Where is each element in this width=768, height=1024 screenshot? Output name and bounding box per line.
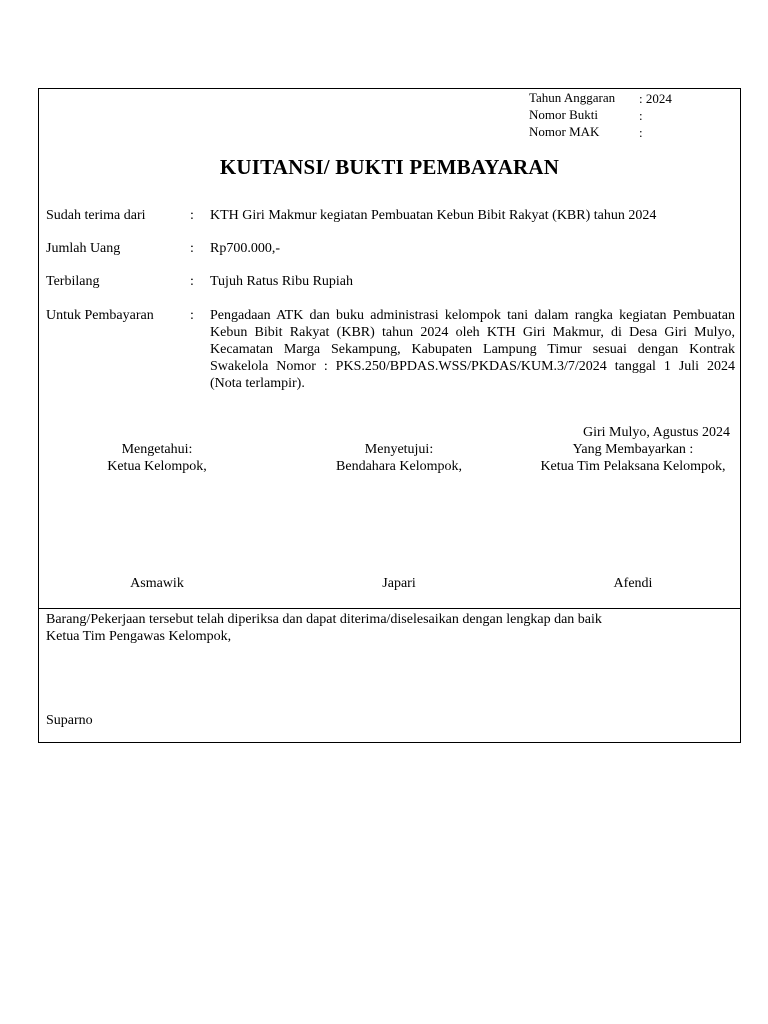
menyetujui-role: Bendahara Kelompok, — [336, 459, 462, 474]
membayarkan-role: Ketua Tim Pelaksana Kelompok, — [540, 459, 726, 474]
field-value: Pengadaan ATK dan buku administrasi kelompok tani dalam rangka kegiatan Pembuatan Kebun Bibit Rakyat (KBR) tahun 2024 oleh KTH Giri Makmur, di Desa Giri Mulyo, Kecamatan Marga Sekampung, Kabupaten Lampung Timur sesuai dengan Kontrak Swakelola Nomor : PKS.250/BPDAS.WSS/PKDAS/KUM.3/7/2024 tanggal 1 Juli 2024 (Nota terlampir). — [210, 308, 735, 391]
field-colon: : — [190, 208, 194, 223]
field-label: Jumlah Uang — [46, 241, 121, 256]
receipt-document — [38, 88, 741, 743]
inspection-statement: Barang/Pekerjaan tersebut telah diperiksa dan dapat diterima/diselesaikan dengan lengkap dan baik — [46, 612, 602, 627]
nomor-bukti-label: Nomor Bukti — [529, 107, 598, 122]
field-value: Rp700.000,- — [210, 241, 280, 256]
menyetujui-signatory-name: Japari — [382, 576, 416, 591]
membayarkan-heading: Yang Membayarkan : — [572, 442, 694, 457]
field-colon: : — [190, 274, 194, 289]
field-label: Untuk Pembayaran — [46, 308, 154, 323]
place-date: Giri Mulyo, Agustus 2024 — [582, 425, 730, 440]
inspector-role: Ketua Tim Pengawas Kelompok, — [46, 629, 232, 644]
field-label: Terbilang — [46, 274, 100, 289]
menyetujui-heading: Menyetujui: — [364, 442, 434, 457]
field-value: KTH Giri Makmur kegiatan Pembuatan Kebun Bibit Rakyat (KBR) tahun 2024 — [210, 208, 657, 223]
inspection-section — [39, 608, 740, 743]
field-colon: : — [190, 308, 194, 323]
receipt-main-section — [39, 89, 740, 608]
field-colon: : — [190, 241, 194, 256]
field-label: Sudah terima dari — [46, 208, 146, 223]
nomor-mak-value: : — [639, 125, 643, 140]
inspector-name: Suparno — [46, 713, 93, 728]
mengetahui-heading: Mengetahui: — [121, 442, 193, 457]
field-value: Tujuh Ratus Ribu Rupiah — [210, 274, 354, 289]
mengetahui-signatory-name: Asmawik — [130, 576, 184, 591]
nomor-bukti-value: : — [639, 108, 643, 123]
mengetahui-role: Ketua Kelompok, — [107, 459, 207, 474]
membayarkan-signatory-name: Afendi — [613, 576, 653, 591]
tahun-anggaran-label: Tahun Anggaran — [529, 90, 616, 105]
document-title: KUITANSI/ BUKTI PEMBAYARAN — [219, 155, 560, 179]
tahun-anggaran-value: : 2024 — [639, 91, 672, 106]
nomor-mak-label: Nomor MAK — [529, 124, 600, 139]
